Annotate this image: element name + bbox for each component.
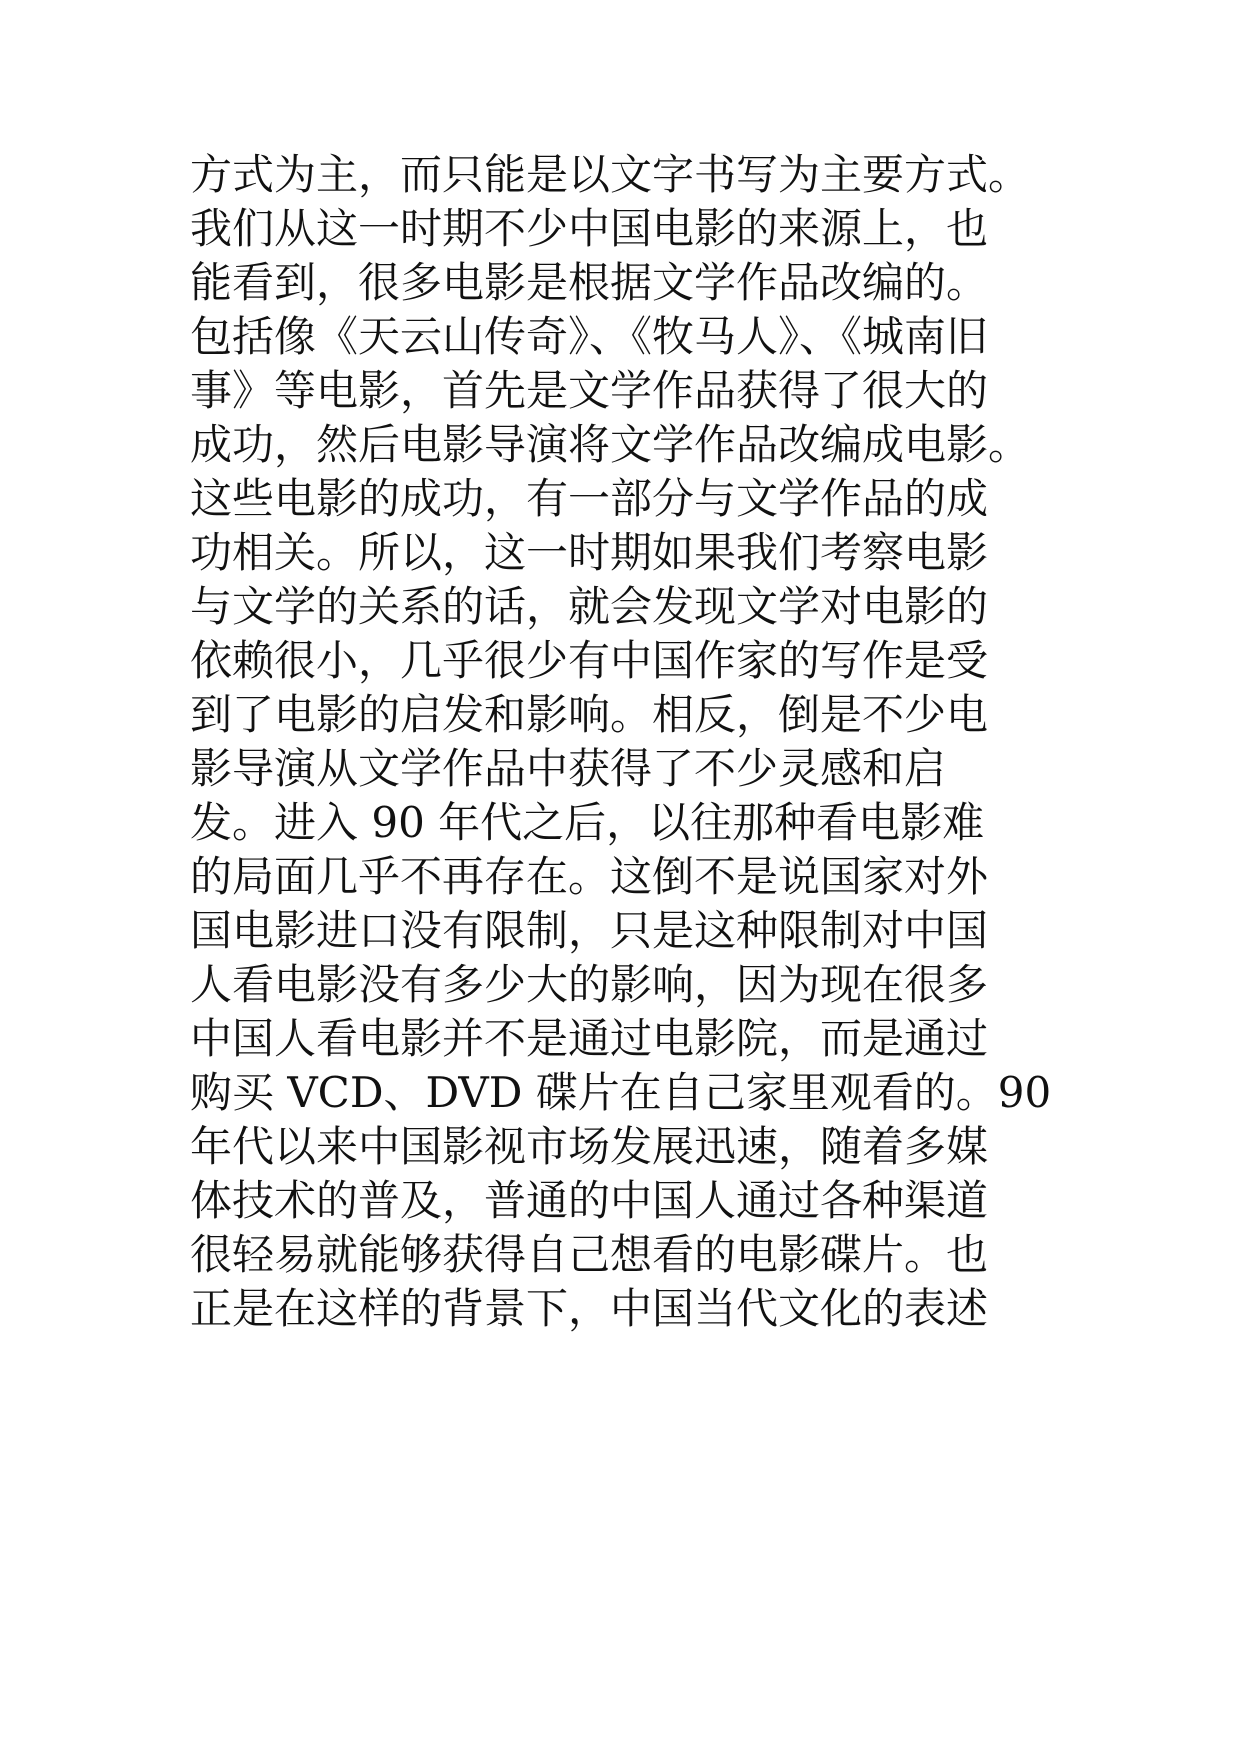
text-line-18: 购买 VCD、DVD 碟片在自己家里观看的。90 [190,1068,1052,1117]
text-line-3: 能看到，很多电影是根据文学作品改编的。 [190,258,989,307]
text-line-13: 发。进入 90 年代之后，以往那种看电影难 [190,798,985,847]
text-line-6: 成功，然后电影导演将文学作品改编成电影。 [190,420,1031,469]
text-line-9: 与文学的关系的话，就会发现文学对电影的 [190,582,989,631]
text-line-14: 的局面几乎不再存在。这倒不是说国家对外 [190,852,989,901]
text-line-1: 方式为主，而只能是以文字书写为主要方式。 [190,150,1031,199]
text-line-4: 包括像《天云山传奇》、《牧马人》、《城南旧 [190,312,989,361]
text-line-17: 中国人看电影并不是通过电影院，而是通过 [190,1014,989,1063]
text-line-12: 影导演从文学作品中获得了不少灵感和启 [190,744,947,793]
text-line-5: 事》等电影，首先是文学作品获得了很大的 [190,366,989,415]
text-line-19: 年代以来中国影视市场发展迅速，随着多媒 [190,1122,989,1171]
text-line-10: 依赖很小，几乎很少有中国作家的写作是受 [190,636,989,685]
text-line-11: 到了电影的启发和影响。相反，倒是不少电 [190,690,989,739]
body-text [190,148,1090,1336]
text-line-20: 体技术的普及，普通的中国人通过各种渠道 [190,1176,989,1225]
text-line-8: 功相关。所以，这一时期如果我们考察电影 [190,528,989,577]
text-line-2: 我们从这一时期不少中国电影的来源上，也 [190,204,989,253]
text-line-21: 很轻易就能够获得自己想看的电影碟片。也 [190,1230,989,1279]
text-line-22: 正是在这样的背景下，中国当代文化的表述 [190,1284,989,1333]
text-line-15: 国电影进口没有限制，只是这种限制对中国 [190,906,989,955]
text-line-16: 人看电影没有多少大的影响，因为现在很多 [190,960,989,1009]
text-line-7: 这些电影的成功，有一部分与文学作品的成 [190,474,989,523]
